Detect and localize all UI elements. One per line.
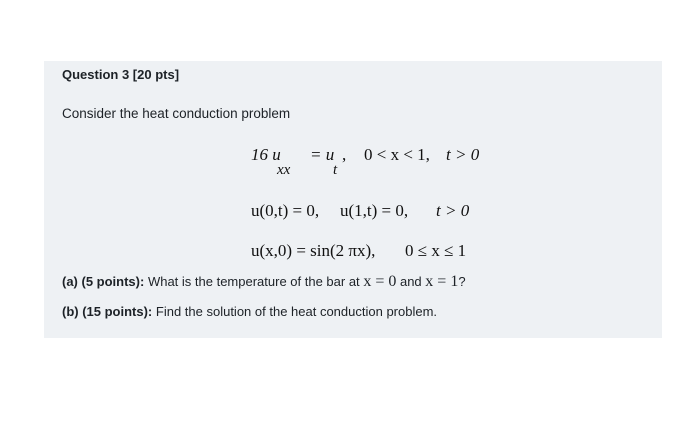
part-a-x0: x = 0 <box>363 273 397 290</box>
question-card <box>44 61 662 338</box>
part-b-label: (b) (15 points): <box>62 304 153 319</box>
part-a-x1: x = 1 <box>425 273 459 290</box>
initial-condition: u(x,0) = sin(2 πx), <box>251 241 376 260</box>
question-title: Question 3 [20 pts] <box>62 67 180 82</box>
part-a-label: (a) (5 points): <box>62 274 145 289</box>
boundary-condition-left: u(0,t) = 0, <box>251 201 320 220</box>
initial-condition-domain: 0 ≤ x ≤ 1 <box>405 241 467 260</box>
boundary-time-condition: t > 0 <box>436 201 470 220</box>
part-a-text: What is the temperature of the bar at <box>147 274 360 289</box>
pde-rhs: = u <box>310 145 335 164</box>
question-intro: Consider the heat conduction problem <box>62 106 291 121</box>
part-b-text: Find the solution of the heat conduction problem. <box>155 304 438 319</box>
part-a-question-mark: ? <box>458 274 466 289</box>
part-a <box>62 273 466 291</box>
part-a-and: and <box>399 274 422 289</box>
pde-time-condition: t > 0 <box>446 145 480 164</box>
pde-lhs-subscript: xx <box>277 162 291 178</box>
boundary-condition-right: u(1,t) = 0, <box>340 201 409 220</box>
pde-lhs: 16 u <box>251 145 281 164</box>
pde-comma: , <box>342 145 347 164</box>
pde-rhs-subscript: t <box>333 162 338 178</box>
part-b <box>62 304 437 319</box>
pde-domain: 0 < x < 1, <box>364 145 430 164</box>
